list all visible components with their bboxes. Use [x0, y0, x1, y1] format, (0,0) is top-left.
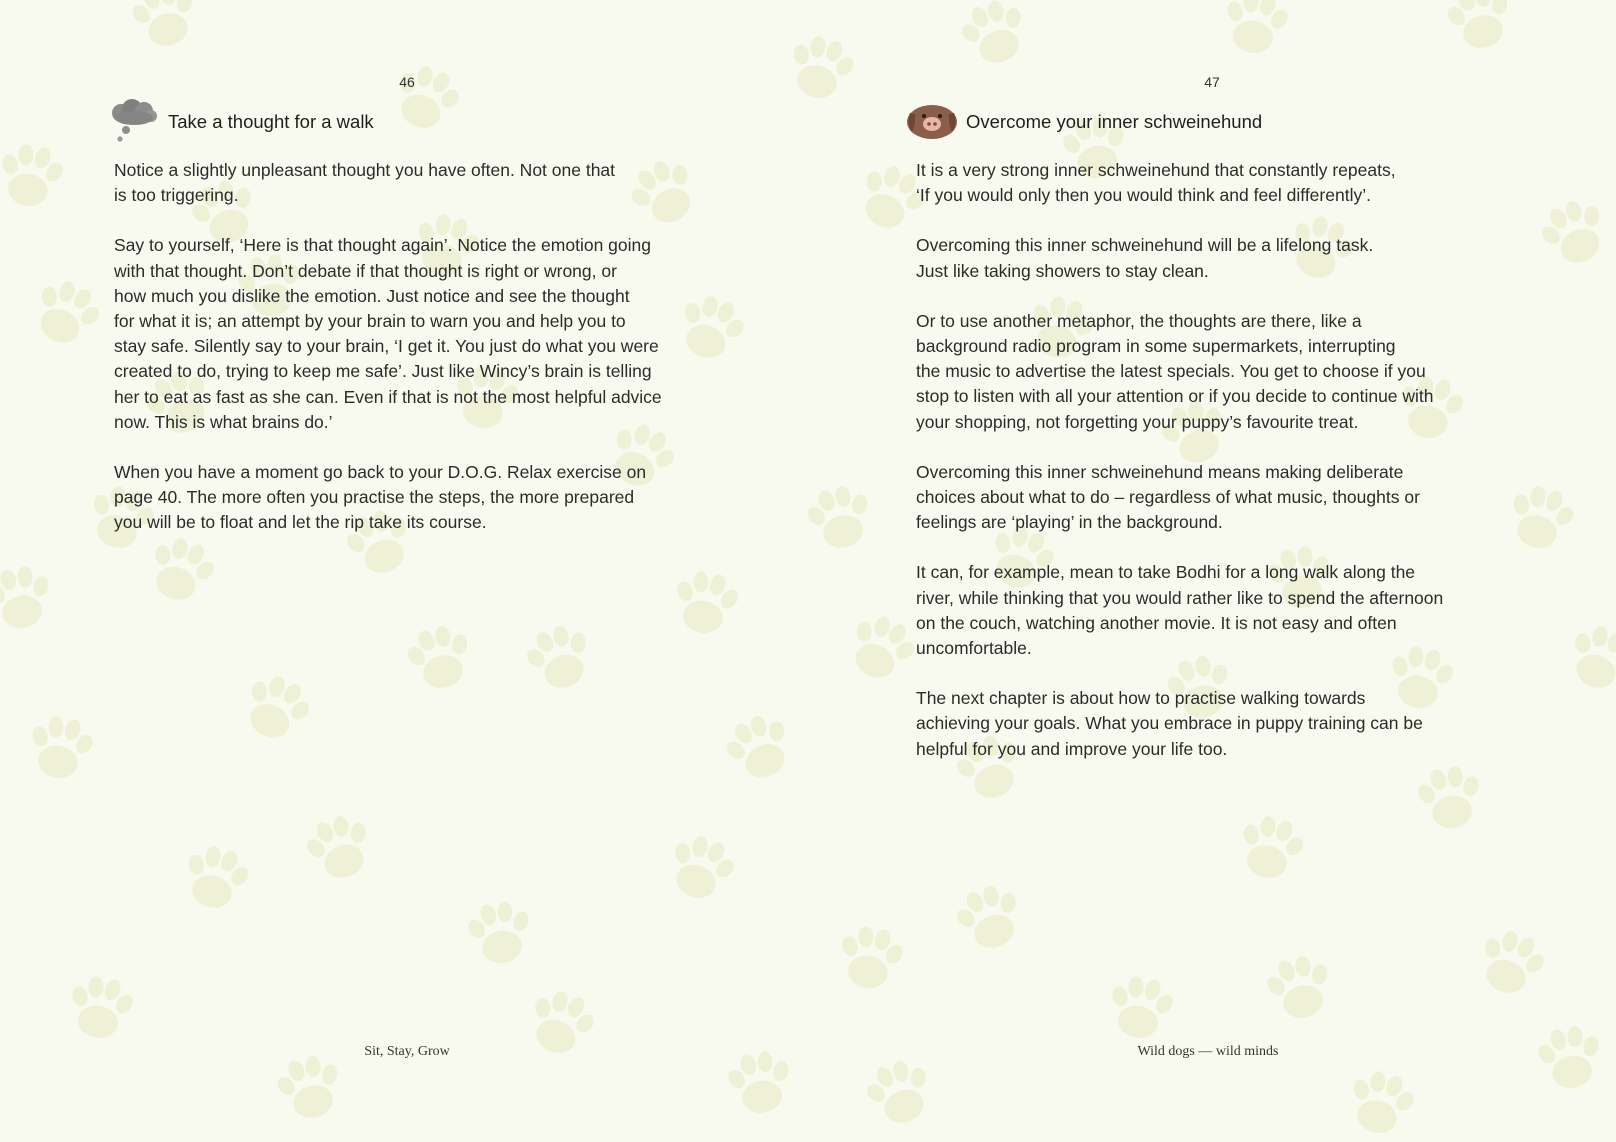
text-line: created to do, trying to keep me safe’. Just like Wincy’s brain is telling — [114, 361, 652, 382]
section-heading — [108, 100, 374, 144]
text-line: stop to listen with all your attention or if you decide to continue with — [916, 386, 1434, 407]
body-text — [916, 158, 1526, 787]
paragraph — [916, 560, 1526, 661]
right-page — [808, 0, 1616, 1142]
text-line: Just like taking showers to stay clean. — [916, 260, 1209, 281]
running-footer: Sit, Stay, Grow — [364, 1044, 450, 1059]
section-title: Take a thought for a walk — [168, 111, 374, 132]
paragraph — [916, 460, 1526, 536]
text-line: choices about what to do – regardless of what music, thoughts or — [916, 487, 1420, 508]
text-line: When you have a moment go back to your D.O.G. Relax exercise on — [114, 462, 647, 483]
page-number: 47 — [1204, 74, 1220, 90]
thought-cloud-icon — [108, 99, 160, 145]
text-line: now. This is what brains do.’ — [114, 411, 333, 432]
text-line: page 40. The more often you practise the steps, the more prepared — [114, 487, 635, 508]
pig-face-icon — [906, 99, 958, 145]
paragraph — [916, 686, 1526, 762]
text-line: uncomfortable. — [916, 638, 1032, 659]
text-line: ‘If you would only then you would think and feel differently’. — [916, 185, 1371, 206]
paragraph — [916, 233, 1526, 283]
text-line: helpful for you and improve your life too. — [916, 738, 1228, 759]
text-line: you will be to float and let the rip take its course. — [114, 512, 487, 533]
text-line: Or to use another metaphor, the thoughts are there, like a — [916, 310, 1362, 331]
text-line: Overcoming this inner schweinehund means making deliberate — [916, 461, 1404, 482]
text-line: for what it is; an attempt by your brain to warn you and help you to — [114, 311, 626, 332]
text-line: It can, for example, mean to take Bodhi for a long walk along the — [916, 562, 1416, 583]
body-text — [114, 158, 714, 561]
section-title: Overcome your inner schweinehund — [966, 111, 1263, 132]
text-line: stay safe. Silently say to your brain, ‘I get it. You just do what you were — [114, 336, 659, 357]
text-line: the music to advertise the latest specials. You get to choose if you — [916, 361, 1426, 382]
text-line: Notice a slightly unpleasant thought you have often. Not one that — [114, 160, 616, 180]
text-line: your shopping, not forgetting your puppy’s favourite treat. — [916, 411, 1359, 432]
paragraph — [114, 233, 714, 435]
text-line: feelings are ‘playing’ in the background. — [916, 512, 1223, 533]
paragraph — [114, 158, 714, 208]
text-line: Say to yourself, ‘Here is that thought again’. Notice the emotion going — [114, 235, 651, 256]
text-line: It is a very strong inner schweinehund that constantly repeats, — [916, 160, 1396, 180]
text-line: river, while thinking that you would rather like to spend the afternoon — [916, 587, 1444, 608]
running-footer: Wild dogs — wild minds — [1137, 1044, 1279, 1059]
text-line: with that thought. Don’t debate if that thought is right or wrong, or — [114, 260, 617, 281]
text-line: achieving your goals. What you embrace in puppy training can be — [916, 713, 1423, 734]
paragraph — [916, 309, 1526, 435]
text-line: how much you dislike the emotion. Just notice and see the thought — [114, 285, 630, 306]
text-line: background radio program in some supermarkets, interrupting — [916, 336, 1396, 357]
text-line: is too triggering. — [114, 185, 239, 206]
page-number: 46 — [399, 74, 415, 90]
text-line: her to eat as fast as she can. Even if that is not the most helpful advice — [114, 386, 662, 407]
text-line: Overcoming this inner schweinehund will be a lifelong task. — [916, 235, 1374, 256]
text-line: on the couch, watching another movie. It is not easy and often — [916, 612, 1397, 633]
paragraph — [916, 158, 1526, 208]
text-line: The next chapter is about how to practise walking towards — [916, 688, 1366, 709]
paragraph — [114, 460, 714, 536]
section-heading — [906, 100, 1262, 144]
